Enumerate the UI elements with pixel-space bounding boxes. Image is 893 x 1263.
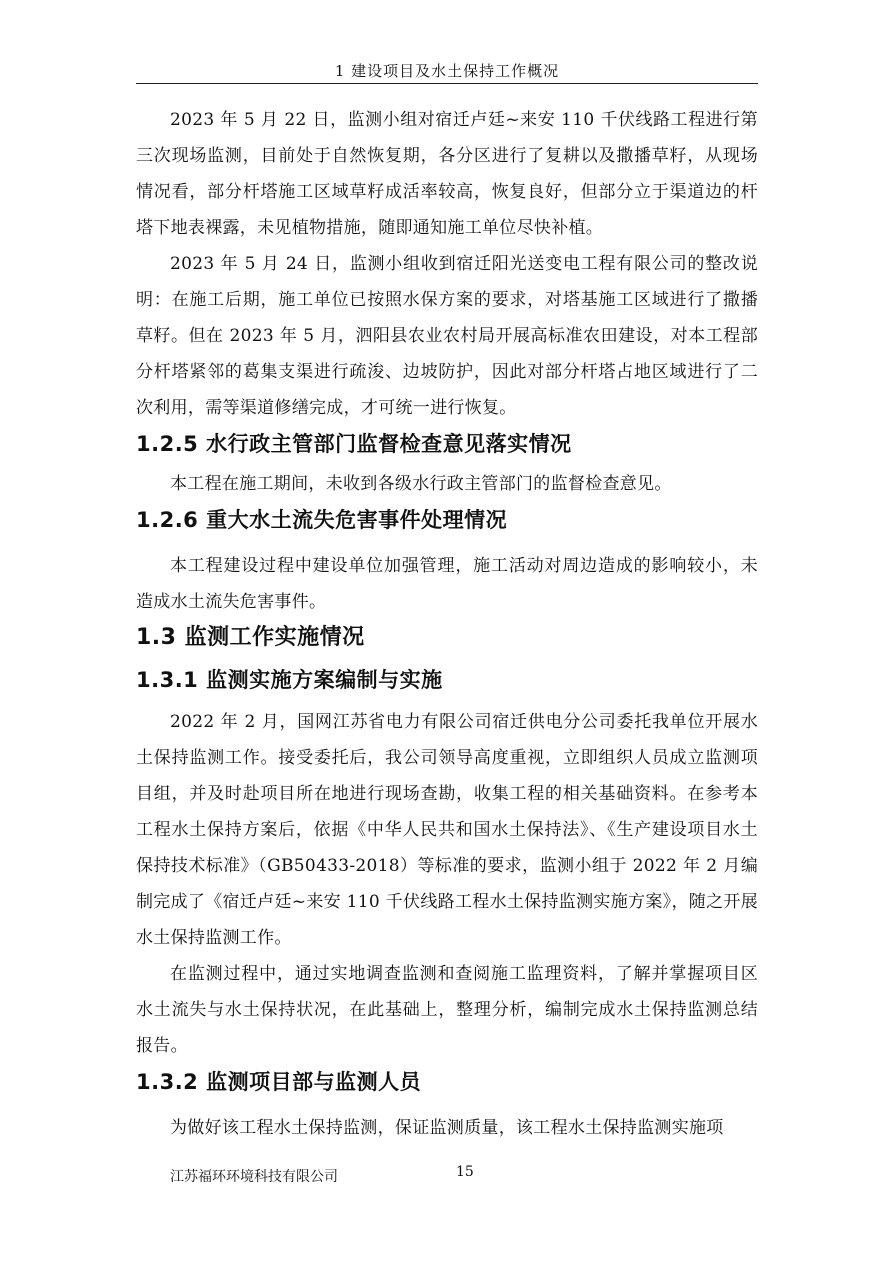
- section-heading-1-2-5: 1.2.5 水行政主管部门监督检查意见落实情况: [136, 432, 572, 456]
- document-body: [136, 102, 758, 1146]
- footer-company-name: 江苏福环环境科技有限公司: [170, 1169, 338, 1185]
- section-heading-1-3-1: 1.3.1 监测实施方案编制与实施: [136, 668, 443, 692]
- page-number: 15: [456, 1164, 474, 1180]
- section-heading-1-3-2: 1.3.2 监测项目部与监测人员: [136, 1070, 422, 1094]
- paragraph-supervision-opinions: 本工程在施工期间，未收到各级水行政主管部门的监督检查意见。: [170, 474, 672, 494]
- paragraph-third-monitoring: 2023 年 5 月 22 日，监测小组对宿迁卢廷~来安 110 千伏线路工程进行第三次现场监测，目前处于自然恢复期，各分区进行了复耕以及撒播草籽，从现场情况看，部分杆塔施工区域草籽成活率较高，恢复良好，但部分立于渠道边的杆塔下地表裸露，未见植物措施，随即通知施工单位尽快补植。: [136, 110, 758, 238]
- section-heading-1-2-6: 1.2.6 重大水土流失危害事件处理情况: [136, 508, 508, 532]
- paragraph-hazard-events: 本工程建设过程中建设单位加强管理，施工活动对周边造成的影响较小，未造成水土流失危害事件。: [136, 556, 758, 612]
- page-header-title: 1 建设项目及水土保持工作概况: [334, 62, 560, 80]
- section-heading-1-3: 1.3 监测工作实施情况: [136, 625, 365, 650]
- paragraph-monitoring-process: 在监测过程中，通过实地调查监测和查阅施工监理资料，了解并掌握项目区水土流失与水土保持状况，在此基础上，整理分析，编制完成水土保持监测总结报告。: [136, 964, 758, 1056]
- header-divider: [136, 83, 758, 84]
- paragraph-monitoring-team: 为做好该工程水土保持监测，保证监测质量，该工程水土保持监测实施项: [170, 1118, 724, 1138]
- paragraph-monitoring-plan: 2022 年 2 月，国网江苏省电力有限公司宿迁供电分公司委托我单位开展水土保持监测工作。接受委托后，我公司领导高度重视，立即组织人员成立监测项目组，并及时赴项目所在地进行现场查勘，收集工程的相关基础资料。在参考本工程水土保持方案后，依据《中华人民共和国水土保持法》、《生产建设项目水土保持技术标准》（GB50433-2018）等标准的要求，监测小组于 2022 年 2 月编制完成了《宿迁卢廷~来安 110 千伏线路工程水土保持监测实施方案》，随之开展水土保持监测工作。: [136, 712, 758, 948]
- paragraph-rectification-note: 2023 年 5 月 24 日，监测小组收到宿迁阳光送变电工程有限公司的整改说明：在施工后期，施工单位已按照水保方案的要求，对塔基施工区域进行了撒播草籽。但在 2023 年 5 月，泗阳县农业农村局开展高标准农田建设，对本工程部分杆塔紧邻的葛集支渠进行疏浚、边坡防护，因此对部分杆塔占地区域进行了二次利用，需等渠道修缮完成，才可统一进行恢复。: [136, 254, 758, 418]
